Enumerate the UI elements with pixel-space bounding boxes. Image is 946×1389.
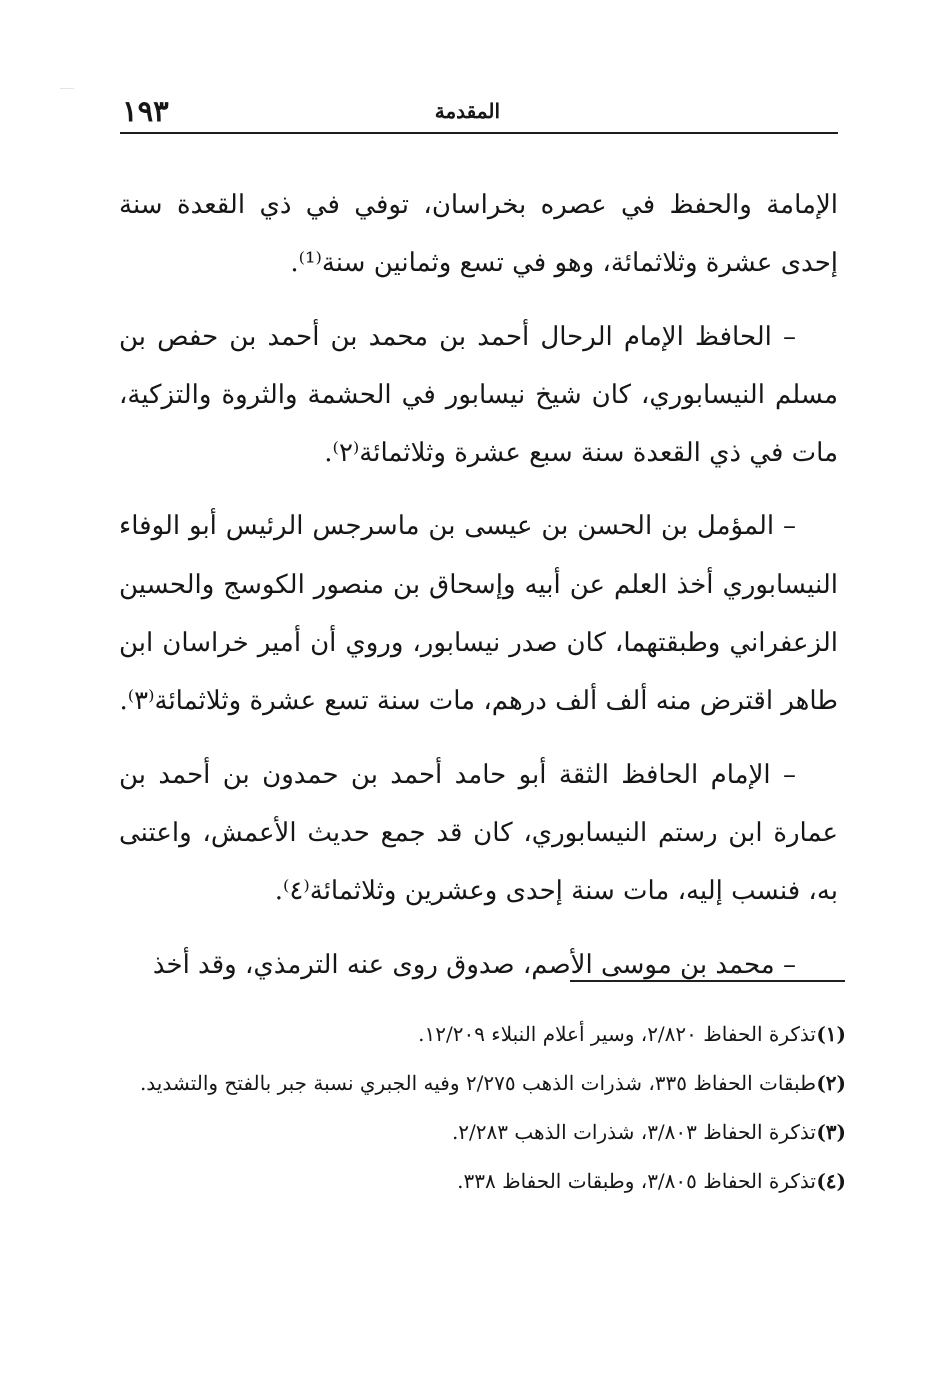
footnote-1 <box>132 1012 846 1056</box>
footnote-3 <box>132 1110 846 1154</box>
footnote-text: تذكرة الحفاظ ٣/٨٠٣، شذرات الذهب ٢/٢٨٣. <box>451 1120 816 1144</box>
footnote-separator <box>570 980 845 982</box>
paragraph-4: – الإمام الحافظ الثقة أبو حامد أحمد بن حمدون بن أحمد بن عمارة ابن رستم النيسابوري، كان قد جمع حديث الأعمش، واعتنى به، فنسب إليه، مات سنة إحدى وعشرين وثلاثمائة⁽٤⁾. <box>119 759 838 907</box>
page-header <box>120 92 838 134</box>
scan-mark <box>60 88 74 89</box>
footnote-mark: (١) <box>816 1022 846 1046</box>
main-text <box>119 176 838 994</box>
footnote-mark: (٢) <box>816 1071 846 1095</box>
paragraph-1: الإمامة والحفظ في عصره بخراسان، توفي في ذي القعدة سنة إحدى عشرة وثلاثمائة، وهو في تسع وثمانين سنة⁽¹⁾. <box>119 190 838 279</box>
footnote-mark: (٤) <box>816 1169 846 1193</box>
footnote-text: طبقات الحفاظ ٣٣٥، شذرات الذهب ٢/٢٧٥ وفيه الجبري نسبة جبر بالفتح والتشديد. <box>139 1071 816 1095</box>
footnote-text: تذكرة الحفاظ ٣/٨٠٥، وطبقات الحفاظ ٣٣٨. <box>457 1169 816 1193</box>
paragraph-5: – محمد بن موسى الأصم، صدوق روى عنه الترمذي، وقد أخذ <box>152 949 796 980</box>
paragraph-2: – الحافظ الإمام الرحال أحمد بن محمد بن أحمد بن حفص بن مسلم النيسابوري، كان شيخ نيسابور في الحشمة والثروة والتزكية، مات في ذي القعدة سنة سبع عشرة وثلاثمائة⁽٢⁾. <box>119 321 838 469</box>
page-number: ١٩٣ <box>122 94 169 128</box>
paragraph-3: – المؤمل بن الحسن بن عيسى بن ماسرجس الرئيس أبو الوفاء النيسابوري أخذ العلم عن أبيه وإسحاق بن منصور الكوسج والحسين الزعفراني وطبقتهما، كان صدر نيسابور، وروي أن أمير خراسان ابن طاهر اقترض منه ألف ألف درهم، مات سنة تسع عشرة وثلاثمائة⁽٣⁾. <box>119 511 838 717</box>
footnotes <box>132 1012 846 1208</box>
footnote-mark: (٣) <box>816 1120 846 1144</box>
footnote-text: تذكرة الحفاظ ٢/٨٢٠، وسير أعلام النبلاء ١٢/٢٠٩. <box>418 1022 816 1046</box>
section-title: المقدمة <box>434 99 500 123</box>
footnote-4 <box>132 1159 846 1203</box>
footnote-2 <box>132 1061 846 1105</box>
